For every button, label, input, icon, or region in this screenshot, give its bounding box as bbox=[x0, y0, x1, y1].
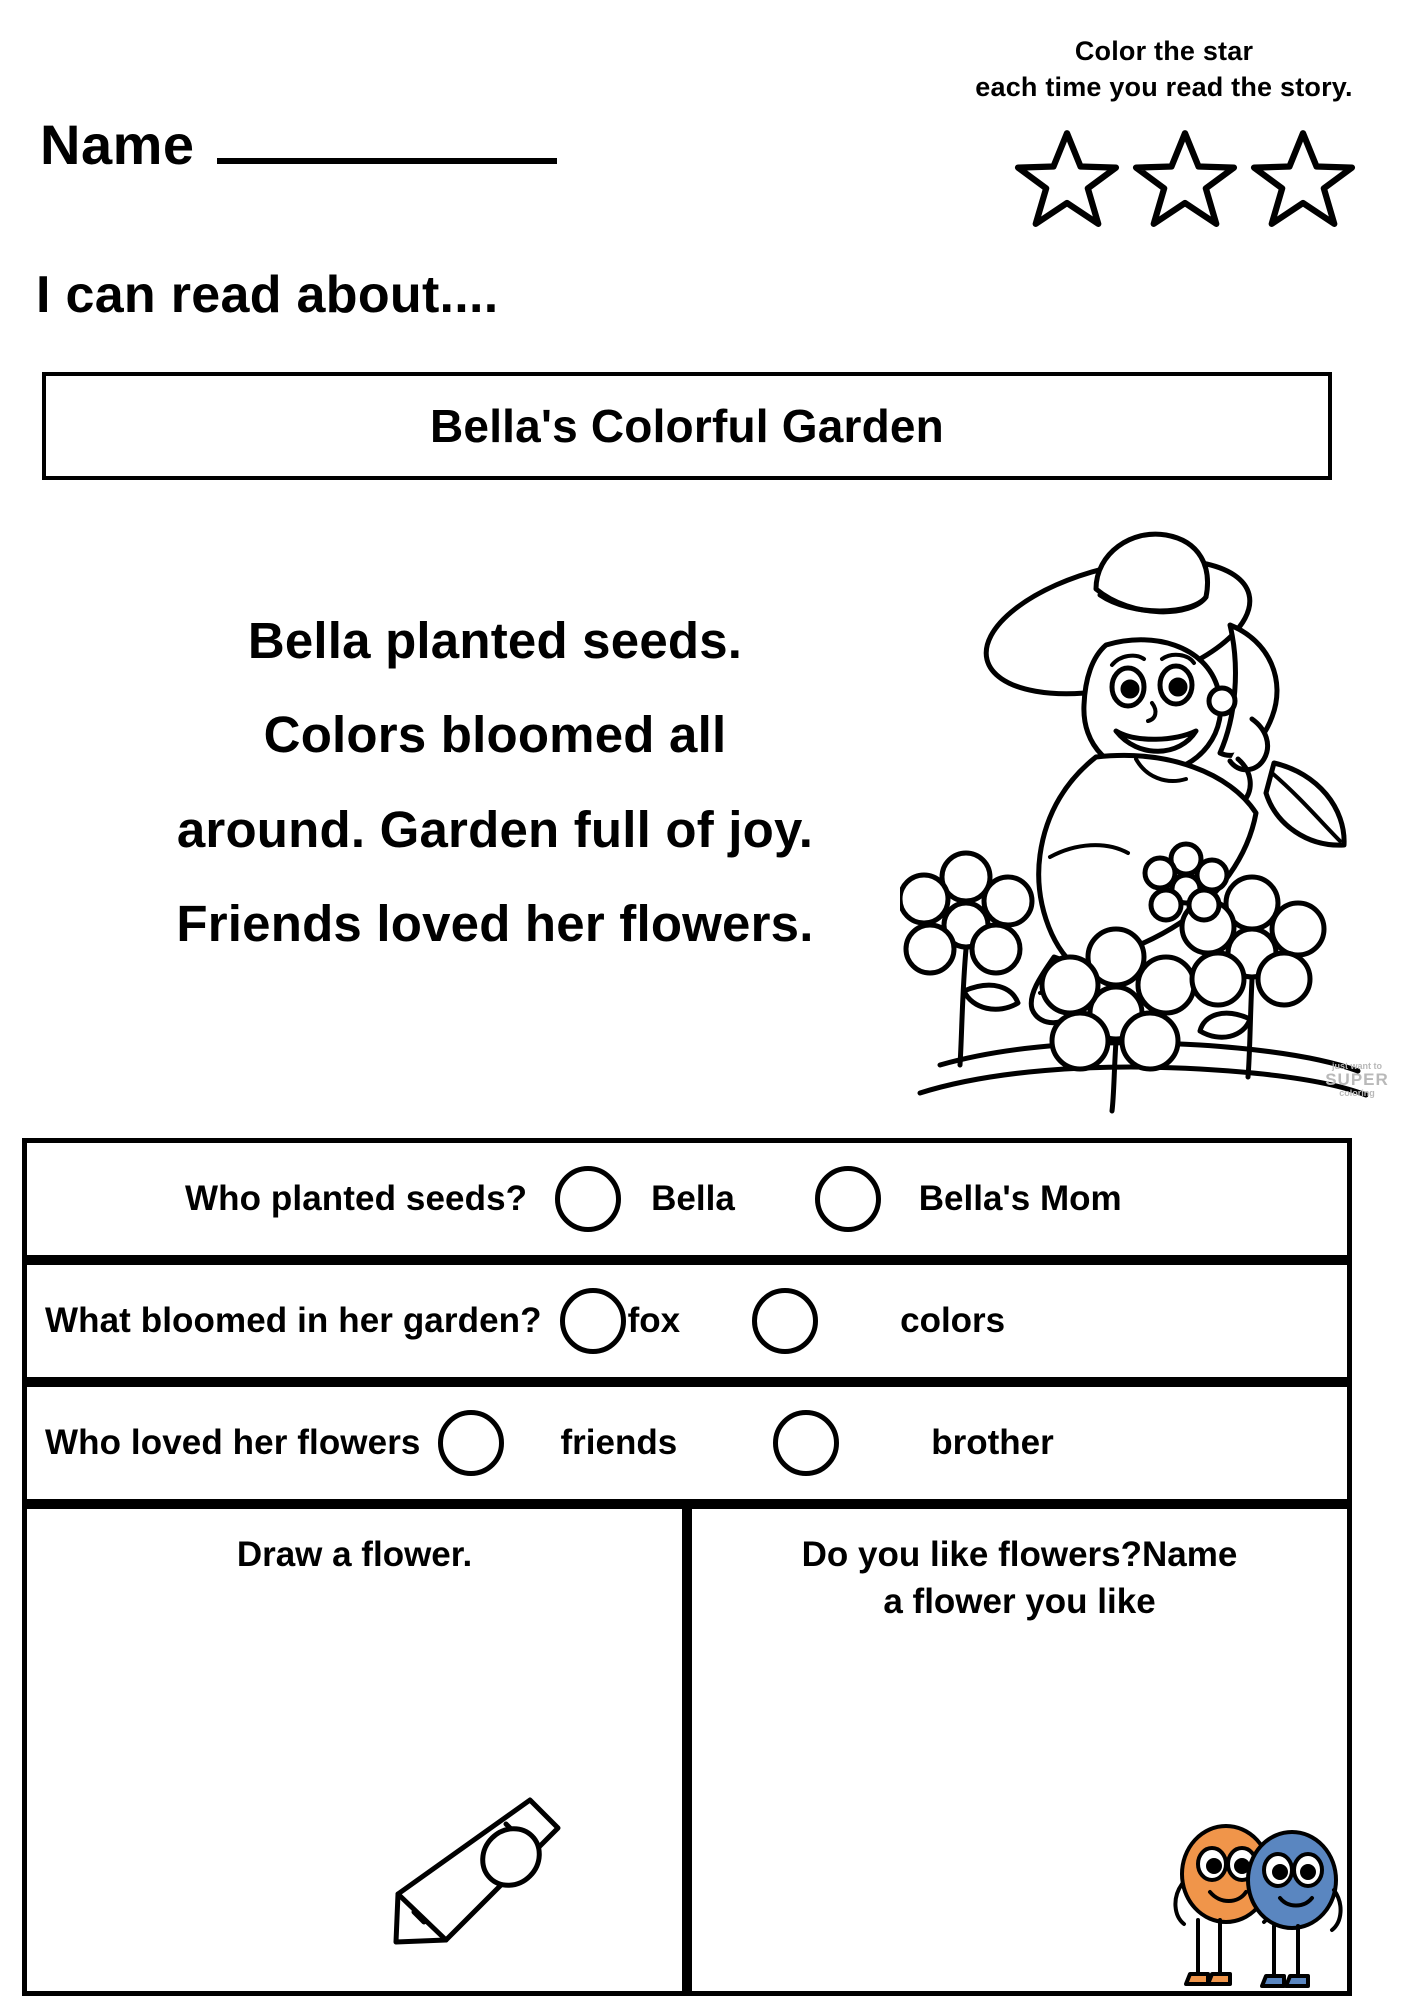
watermark-top: just want to bbox=[1332, 1061, 1382, 1071]
question-row bbox=[22, 1138, 1352, 1260]
answer-label-b: Bella's Mom bbox=[918, 1179, 1122, 1218]
story-title-box bbox=[42, 372, 1332, 480]
name-label: Name bbox=[40, 113, 195, 176]
question-prompt: Who loved her flowers bbox=[45, 1423, 421, 1462]
answer-label-b: brother bbox=[931, 1423, 1054, 1462]
question-prompt: What bloomed in her garden? bbox=[45, 1301, 542, 1340]
draw-activity-panel[interactable] bbox=[22, 1504, 687, 1996]
story-line: Colors bloomed all bbox=[263, 706, 727, 764]
write-activity-title-line-2: a flower you like bbox=[883, 1582, 1156, 1622]
girl-gardening-illustration bbox=[900, 505, 1370, 1125]
name-input-blank[interactable] bbox=[217, 110, 557, 164]
question-prompt: Who planted seeds? bbox=[185, 1179, 528, 1218]
star-instruction-line-2: each time you read the story. bbox=[975, 71, 1353, 102]
watermark bbox=[1320, 1062, 1394, 1099]
question-row bbox=[22, 1260, 1352, 1382]
read-about-label: I can read about.... bbox=[36, 266, 499, 324]
crayon-icon bbox=[380, 1790, 570, 1950]
answer-label-a: Bella bbox=[651, 1179, 735, 1218]
star-icon[interactable] bbox=[1250, 128, 1356, 228]
star-icon[interactable] bbox=[1014, 128, 1120, 228]
write-activity-title bbox=[692, 1531, 1347, 1626]
draw-activity-title: Draw a flower. bbox=[236, 1535, 473, 1574]
answer-label-a: friends bbox=[560, 1423, 678, 1462]
star-tracker bbox=[936, 128, 1356, 228]
answer-bubble-b[interactable] bbox=[773, 1410, 839, 1476]
answer-label-b: colors bbox=[900, 1301, 1006, 1340]
answer-bubble-a[interactable] bbox=[438, 1410, 504, 1476]
story-text bbox=[30, 594, 960, 971]
question-row bbox=[22, 1382, 1352, 1504]
story-title: Bella's Colorful Garden bbox=[430, 400, 944, 452]
star-instruction bbox=[954, 34, 1374, 105]
answer-bubble-a[interactable] bbox=[560, 1288, 626, 1354]
answer-label-a: fox bbox=[627, 1301, 681, 1340]
story-line: Bella planted seeds. bbox=[247, 612, 743, 669]
watermark-brand: SUPER bbox=[1325, 1070, 1389, 1090]
answer-bubble-a[interactable] bbox=[555, 1166, 621, 1232]
star-icon[interactable] bbox=[1132, 128, 1238, 228]
two-gumball-characters-icon bbox=[1168, 1812, 1348, 1990]
name-field-row bbox=[40, 110, 557, 177]
watermark-bottom: coloring bbox=[1339, 1088, 1375, 1099]
answer-bubble-b[interactable] bbox=[752, 1288, 818, 1354]
write-activity-title-line-1: Do you like flowers?Name bbox=[801, 1535, 1238, 1574]
star-instruction-line-1: Color the star bbox=[1074, 36, 1254, 66]
story-line: around. Garden full of joy. bbox=[176, 800, 814, 858]
story-line: Friends loved her flowers. bbox=[176, 895, 814, 953]
answer-bubble-b[interactable] bbox=[815, 1166, 881, 1232]
